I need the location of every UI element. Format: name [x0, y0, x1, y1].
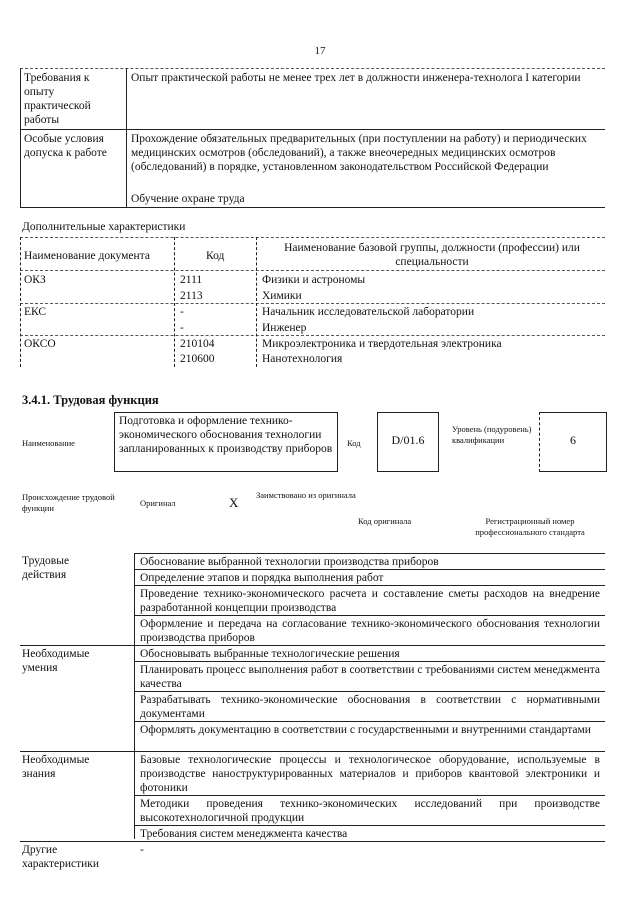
- table-row-name: Нанотехнология: [262, 353, 343, 365]
- knowledge-label: Необходимые знания: [22, 754, 90, 780]
- table-row-doc: ЕКС: [24, 306, 47, 318]
- table-row-code: -: [180, 322, 184, 334]
- code-value: D/01.6: [391, 433, 425, 447]
- table-row-name: Химики: [262, 290, 302, 302]
- table-row-code: -: [180, 306, 184, 318]
- table-row-doc: ОКСО: [24, 338, 56, 350]
- knowledge-item: Базовые технологические процессы и технологическое оборудование, используемые в производстве наноструктурированных материалов и приборов квантовой электроники и фотоники: [140, 754, 600, 794]
- col-name-header: Наименование базовой группы, должности (профессии) или специальности: [284, 242, 580, 268]
- table-row-code: 2111: [180, 274, 203, 286]
- name-label: Наименование: [22, 438, 75, 448]
- table-row-code: 210600: [180, 353, 215, 365]
- table-row-code: 2113: [180, 290, 203, 302]
- skill-item: Разрабатывать технико-экономические обоснования в соответствии с нормативными документами: [140, 694, 600, 720]
- admission-value: Прохождение обязательных предварительных (при поступлении на работу) и периодических медицинских осмотров (обследований), а также внеочередных медицинских осмотров (обследований) в порядке, установленном законодательством Российской Федерации: [131, 133, 587, 173]
- admission-label: Особые условия допуска к работе: [24, 133, 107, 159]
- skills-label: Необходимые умения: [22, 648, 90, 674]
- col-code-header: Код: [206, 250, 225, 262]
- action-item: Оформление и передача на согласование технико-экономического обоснования технологии производства приборов: [140, 618, 600, 644]
- table-row-name: Физики и астрономы: [262, 274, 366, 286]
- function-name-value: Подготовка и оформление технико-экономического обоснования технологии запланированных к производству приборов: [119, 415, 333, 455]
- knowledge-item: Методики проведения технико-экономических исследований при производстве высокотехнологичной продукции: [140, 798, 600, 824]
- page-number: 17: [314, 45, 326, 57]
- experience-value: Опыт практической работы не менее трех лет в должности инженера-технолога I категории: [131, 72, 581, 84]
- knowledge-item: Требования систем менеджмента качества: [140, 828, 348, 840]
- origin-label: Происхождение трудовой функции: [22, 492, 115, 513]
- code-label: Код: [347, 438, 361, 448]
- section-heading: 3.4.1. Трудовая функция: [22, 393, 159, 407]
- code-original-label: Код оригинала: [358, 516, 412, 526]
- skill-item: Оформлять документацию в соответствии с государственными и внутренними стандартами: [140, 724, 591, 736]
- skill-item: Планировать процесс выполнения работ в соответствии с требованиями систем менеджмента качества: [140, 664, 600, 690]
- borrowed-label: Заимствовано из оригинала: [256, 490, 356, 500]
- experience-label: Требования к опыту практической работы: [24, 72, 91, 126]
- level-value: 6: [570, 433, 576, 447]
- level-label: Уровень (подуровень) квалификации: [452, 424, 532, 445]
- table-row-name: Начальник исследовательской лаборатории: [262, 306, 475, 318]
- col-doc-header: Наименование документа: [24, 250, 150, 262]
- skill-item: Обосновывать выбранные технологические решения: [140, 648, 400, 660]
- original-checkmark: X: [229, 495, 239, 510]
- action-item: Определение этапов и порядка выполнения работ: [140, 572, 384, 584]
- table-row-code: 210104: [180, 338, 215, 350]
- extra-title: Дополнительные характеристики: [22, 221, 186, 233]
- table-row-doc: ОКЗ: [24, 274, 46, 286]
- table-row-name: Микроэлектроника и твердотельная электроника: [262, 338, 502, 350]
- admission-value-2: Обучение охране труда: [131, 193, 245, 205]
- other-item: -: [140, 844, 144, 856]
- original-label: Оригинал: [140, 498, 176, 508]
- action-item: Проведение технико-экономического расчета и составление сметы расходов на внедрение разработанной концепции производства: [140, 588, 600, 614]
- reg-number-label: Регистрационный номер профессионального стандарта: [475, 516, 585, 537]
- table-row-name: Инженер: [262, 322, 307, 334]
- other-label: Другие характеристики: [22, 844, 100, 870]
- actions-label: Трудовые действия: [22, 555, 70, 581]
- action-item: Обоснование выбранной технологии производства приборов: [140, 556, 439, 568]
